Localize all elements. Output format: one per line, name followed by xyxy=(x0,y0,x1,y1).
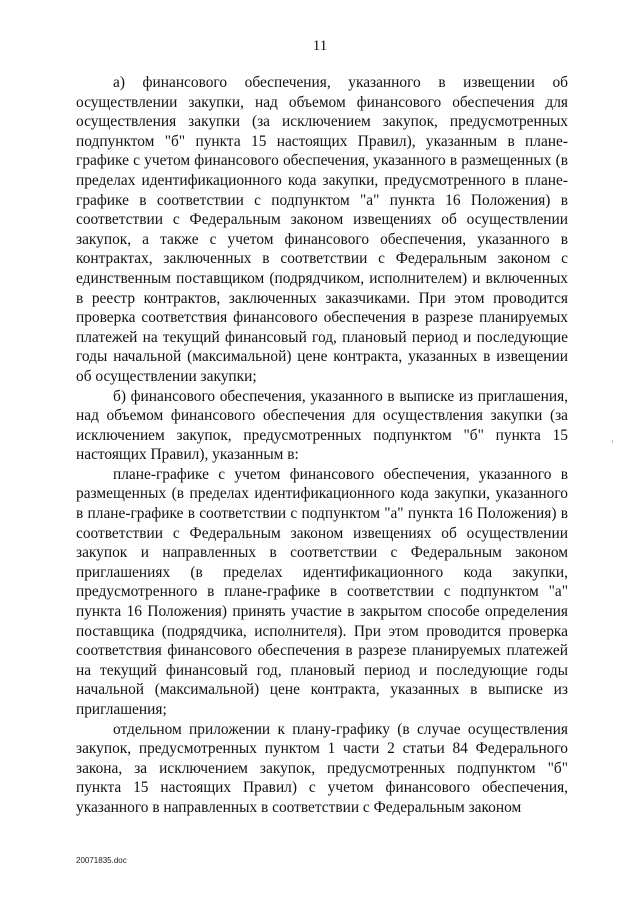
scan-edge-mark xyxy=(612,440,613,443)
document-body xyxy=(76,73,568,818)
footer-document-code: 20071835.doc xyxy=(76,856,127,865)
paragraph-plan-schedule: плане-графике с учетом финансового обеспечения, указанного в размещенных (в пределах идентификационного кода закупки, указанного в плане-графике в соответствии с подпунктом "а" пункта 16 Положения) в соответствии с Федеральным законом извещениях об осуществлении закупок и направленных в соответствии с Федеральным законом приглашениях (в пределах идентификационного кода закупки, предусмотренного в плане-графике в соответствии с подпунктом "а" пункта 16 Положения) принять участие в закрытом способе определения поставщика (подрядчика, исполнителя). При этом проводится проверка соответствия финансового обеспечения в разрезе планируемых платежей на текущий финансовый год, плановый период и последующие годы начальной (максимальной) цене контракта, указанных в выписке из приглашения; xyxy=(76,465,568,718)
page-number: 11 xyxy=(312,38,328,54)
paragraph-a: а) финансового обеспечения, указанного в извещении об осуществлении закупки, над объемом финансового обеспечения для осуществления закупки (за исключением закупок, предусмотренных подпунктом "б" пункта 15 настоящих Правил), указанным в плане-графике с учетом финансового обеспечения, указанного в размещенных (в пределах идентификационного кода закупки, предусмотренного в плане-графике в соответствии с подпунктом "а" пункта 16 Положения) в соответствии с Федеральным законом извещениях об осуществлении закупок, а также с учетом финансового обеспечения, указанного в контрактах, заключенных в соответствии с Федеральным законом с единственным поставщиком (подрядчиком, исполнителем) и включенных в реестр контрактов, заключенных заказчиками. При этом проводится проверка соответствия финансового обеспечения в разрезе планируемых платежей на текущий финансовый год, плановый период и последующие годы начальной (максимальной) цене контракта, указанных в извещении об осуществлении закупки; xyxy=(76,74,568,385)
paragraph-b: б) финансового обеспечения, указанного в выписке из приглашения, над объемом финансового обеспечения для осуществления закупки (за исключением закупок, предусмотренных подпунктом "б" пункта 15 настоящих Правил), указанным в: xyxy=(76,387,568,464)
paragraph-separate-appendix: отдельном приложении к плану-графику (в случае осуществления закупок, предусмотренных пунктом 1 части 2 статьи 84 Федерального закона, за исключением закупок, предусмотренных подпунктом "б" пункта 15 настоящих Правил) с учетом финансового обеспечения, указанного в направленных в соответствии с Федеральным законом xyxy=(76,720,568,816)
